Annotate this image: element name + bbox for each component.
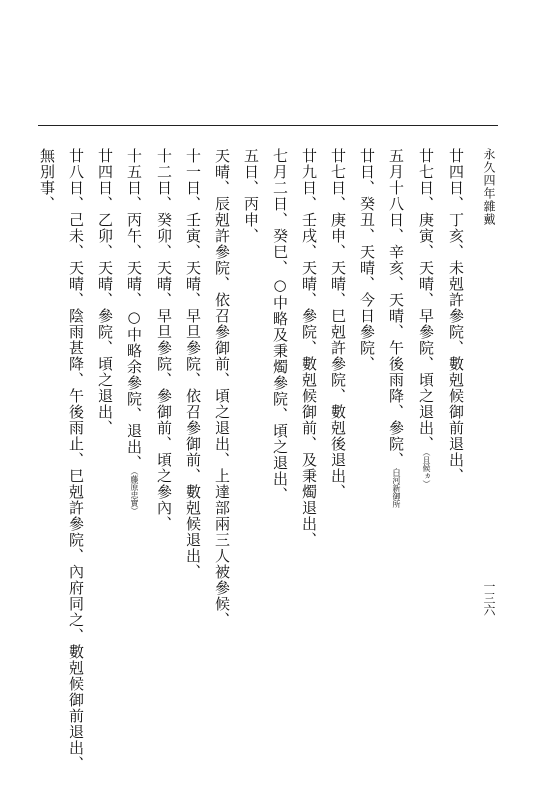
text-line-14: 廿八日、己未、天晴、陰雨甚降、午後雨止、巳剋許參院、內府同之、數剋候御前退出、 xyxy=(67,148,85,772)
body-text xyxy=(38,148,464,788)
text-line-6: 廿九日、壬戌、天晴、參院、數剋候御前、及秉燭退出、 xyxy=(300,148,318,548)
header-rule xyxy=(38,125,498,126)
text-line-8: 五日、丙申、 xyxy=(242,148,260,244)
text-line-4: 廿日、癸丑、天晴、今日參院、 xyxy=(358,148,376,372)
annotation-line-12: （藤原忠實） xyxy=(130,471,139,515)
text-line-11: 十二日、癸卯、天晴、早旦參院、參御前、頃之參內、 xyxy=(155,148,173,532)
page-number: 一三六 xyxy=(482,580,496,616)
text-line-2 xyxy=(417,148,435,788)
text-line-13: 廿四日、乙卯、天晴、參院、頃之退出、 xyxy=(96,148,114,436)
text-line-9: 天晴、辰剋許參院、依召參御前、頃之退出、上達部兩三人被參候、 xyxy=(213,148,231,628)
text-line-3-main: 五月十八日、辛亥、天晴、午後雨降、參院、 xyxy=(387,148,405,468)
annotation-line-2: （且候ヵ） xyxy=(422,452,431,488)
text-line-12-main: 十五日、丙午、天晴、○中略余參院、退出、 xyxy=(125,148,143,471)
header-title: 永久四年雜戴 xyxy=(482,148,496,226)
text-line-1: 廿四日、丁亥、未剋許參院、數剋候御前退出、 xyxy=(447,148,465,484)
annotation-line-3: 白河新御所 xyxy=(392,468,401,508)
text-line-7: 七月二日、癸巳、○中略及秉燭參院、頃之退出、 xyxy=(271,148,289,503)
text-line-3 xyxy=(387,148,405,788)
text-line-5: 廿七日、庚申、天晴、巳剋許參院、數剋後退出、 xyxy=(329,148,347,500)
text-line-15: 無別事、 xyxy=(38,148,56,212)
text-line-2-main: 廿七日、庚寅、天晴、早參院、頃之退出、 xyxy=(417,148,435,452)
text-line-12 xyxy=(125,148,143,788)
text-line-10: 十一日、壬寅、天晴、早旦參院、依召參御前、數剋候退出、 xyxy=(184,148,202,580)
